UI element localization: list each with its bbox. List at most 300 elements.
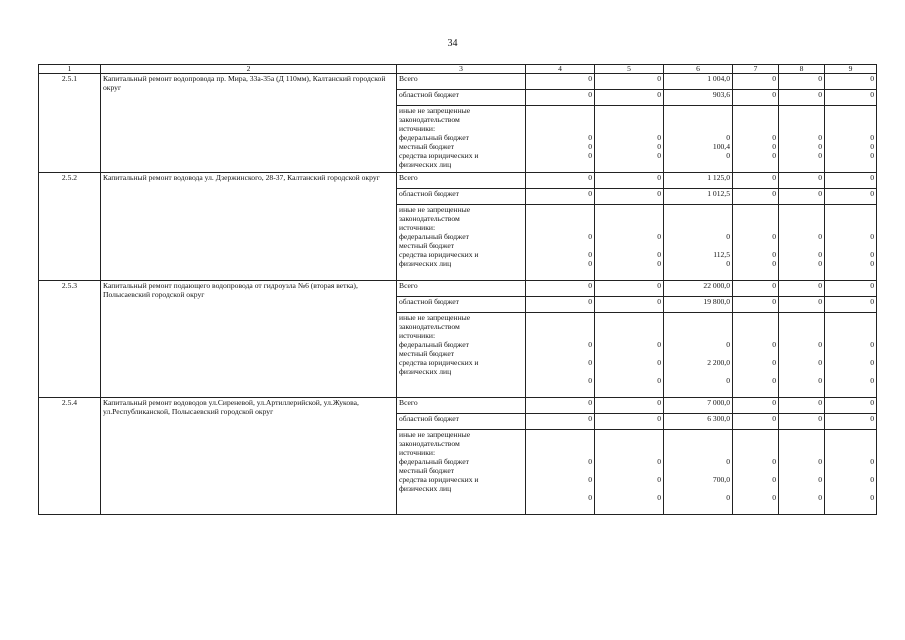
value-line [666,448,730,457]
value-line [528,466,592,475]
value-line [827,466,874,475]
value-line: 0 [818,259,822,268]
value-cell: 0 [595,189,664,205]
value-cell: 0 [526,173,595,189]
value-line: 0 [870,151,874,160]
value-cell: 0 [526,90,595,106]
value-line [666,349,730,358]
source-label: Всего [397,173,526,189]
value-line [666,367,730,376]
value-line [597,385,661,394]
value-cell: 0 [526,398,595,414]
value-line [597,205,661,214]
value-line [827,214,874,223]
source-label: областной бюджет [397,414,526,430]
value-line: 0 [588,259,592,268]
value-line [666,268,730,277]
value-line: 0 [818,340,822,349]
item-code: 2.5.3 [39,281,101,398]
value-line [735,331,776,340]
source-line: законодательством [399,439,460,448]
value-cell-block [733,106,779,173]
value-cell-block [526,430,595,515]
value-line: 0 [726,457,730,466]
value-line [827,430,874,439]
value-line: 0 [726,376,730,385]
value-line [597,349,661,358]
value-line [666,331,730,340]
value-line: 0 [818,493,822,502]
source-line: федеральный бюджет [399,340,469,349]
value-line [827,448,874,457]
value-cell: 0 [595,297,664,313]
column-header: 6 [664,65,733,74]
value-line: 112,5 [713,250,730,259]
value-line [781,484,822,493]
value-line [597,115,661,124]
value-line [735,313,776,322]
value-line [735,106,776,115]
value-cell-block [779,106,825,173]
value-cell-block [595,106,664,173]
source-line: местный бюджет [399,349,455,358]
source-label-block [397,205,526,281]
value-cell: 7 000,0 [664,398,733,414]
value-line [781,313,822,322]
source-label-block [397,430,526,515]
value-line [735,385,776,394]
value-cell-block [733,313,779,398]
value-cell: 0 [825,281,877,297]
value-line [528,241,592,250]
value-line [528,106,592,115]
value-line [735,322,776,331]
column-header: 1 [39,65,101,74]
value-line [735,466,776,475]
source-line: источники: [399,124,436,133]
item-name: Капитальный ремонт водоводов ул.Сиреневой, ул.Артиллерийской, ул.Жукова, ул.Республиканской, Полысаевский городской округ [101,398,397,515]
value-line: 0 [657,151,661,160]
item-code: 2.5.2 [39,173,101,281]
value-cell-block [526,313,595,398]
source-label: Всего [397,398,526,414]
column-header-row [39,65,877,74]
value-line: 0 [772,376,776,385]
value-line: 0 [772,340,776,349]
value-line: 0 [588,232,592,241]
value-line: 0 [772,358,776,367]
value-cell: 6 300,0 [664,414,733,430]
value-cell: 0 [825,297,877,313]
value-line: 0 [818,457,822,466]
value-cell: 0 [733,173,779,189]
value-cell: 0 [779,90,825,106]
value-line [528,313,592,322]
value-line [735,124,776,133]
column-header: 2 [101,65,397,74]
value-line [528,160,592,169]
value-cell: 0 [595,90,664,106]
column-header: 4 [526,65,595,74]
value-cell: 0 [825,173,877,189]
value-line [597,223,661,232]
value-line: 0 [657,475,661,484]
value-line [666,241,730,250]
value-line: 0 [726,232,730,241]
value-line [827,502,874,511]
source-label-block [397,313,526,398]
value-cell-block [595,430,664,515]
value-line: 0 [818,475,822,484]
value-cell: 0 [779,74,825,90]
value-line [666,115,730,124]
value-line: 0 [772,142,776,151]
value-line [781,448,822,457]
value-line [781,214,822,223]
value-cell: 0 [825,90,877,106]
value-cell: 0 [779,173,825,189]
value-cell-block [664,430,733,515]
value-line: 0 [657,250,661,259]
value-line [827,367,874,376]
value-line [666,322,730,331]
value-line [666,214,730,223]
value-cell: 1 004,0 [664,74,733,90]
value-cell-block [779,430,825,515]
value-cell: 0 [526,414,595,430]
value-cell-block [825,106,877,173]
value-line [827,322,874,331]
source-line: местный бюджет [399,241,455,250]
value-cell-block [664,313,733,398]
value-line: 0 [772,457,776,466]
value-line: 0 [870,493,874,502]
source-label: Всего [397,74,526,90]
table-row-total [39,398,877,414]
value-line [827,124,874,133]
value-line: 0 [657,376,661,385]
value-line: 0 [870,358,874,367]
value-line [827,313,874,322]
value-cell: 1 012,5 [664,189,733,205]
value-cell: 0 [595,414,664,430]
value-cell: 0 [779,398,825,414]
value-line [735,205,776,214]
value-line: 0 [818,232,822,241]
value-line [827,223,874,232]
value-line [735,430,776,439]
value-line [597,502,661,511]
value-line [597,430,661,439]
value-line: 0 [588,151,592,160]
value-line: 0 [657,259,661,268]
value-line [781,268,822,277]
value-line: 0 [870,133,874,142]
value-cell-block [733,205,779,281]
source-label: областной бюджет [397,189,526,205]
value-line [666,385,730,394]
value-line [827,331,874,340]
value-line: 0 [818,250,822,259]
value-line [528,385,592,394]
value-line [827,160,874,169]
value-line [528,502,592,511]
value-cell-block [733,430,779,515]
value-line: 0 [726,133,730,142]
value-line [735,223,776,232]
value-line: 0 [870,475,874,484]
source-line: федеральный бюджет [399,133,469,142]
value-cell-block [595,313,664,398]
value-line [781,430,822,439]
value-line: 0 [870,457,874,466]
source-label: Всего [397,281,526,297]
value-line [666,502,730,511]
value-line [781,124,822,133]
item-code: 2.5.1 [39,74,101,173]
value-line [827,349,874,358]
value-line: 0 [772,232,776,241]
value-line: 0 [726,151,730,160]
value-line [597,160,661,169]
value-line: 700,0 [712,475,730,484]
value-cell: 0 [733,297,779,313]
value-line [597,448,661,457]
page-number: 34 [447,38,458,49]
value-cell: 0 [825,74,877,90]
source-line: иные не запрещенные [399,205,471,214]
value-line [781,385,822,394]
value-line: 0 [870,250,874,259]
value-line [735,448,776,457]
source-line: физических лиц [399,259,452,268]
source-label: областной бюджет [397,297,526,313]
value-line [666,205,730,214]
value-line [528,439,592,448]
value-line [666,223,730,232]
value-line [528,484,592,493]
value-line: 0 [818,142,822,151]
source-line: местный бюджет [399,466,455,475]
value-cell: 0 [526,297,595,313]
value-line [597,322,661,331]
value-cell: 0 [595,281,664,297]
value-line: 0 [870,232,874,241]
value-line [827,106,874,115]
value-line [597,106,661,115]
value-cell: 0 [825,398,877,414]
value-line [528,214,592,223]
column-header: 3 [397,65,526,74]
source-line: средства юридических и [399,151,479,160]
value-line [735,115,776,124]
value-cell: 22 000,0 [664,281,733,297]
value-line [735,484,776,493]
value-line [528,205,592,214]
value-line [528,322,592,331]
value-line: 0 [726,259,730,268]
value-line [528,367,592,376]
source-line: средства юридических и [399,358,479,367]
value-line: 0 [657,142,661,151]
value-line [781,160,822,169]
source-line: источники: [399,331,436,340]
column-header: 8 [779,65,825,74]
column-header: 7 [733,65,779,74]
value-line [781,502,822,511]
value-line: 0 [818,151,822,160]
value-cell-block [825,205,877,281]
value-cell: 0 [733,414,779,430]
value-line [597,214,661,223]
source-line: иные не запрещенные [399,106,471,115]
value-line: 0 [870,259,874,268]
value-cell: 0 [733,74,779,90]
value-line: 0 [657,457,661,466]
value-cell: 0 [526,189,595,205]
value-cell-block [526,205,595,281]
value-line [528,223,592,232]
value-line [781,322,822,331]
value-line [666,106,730,115]
value-line [781,466,822,475]
value-line [781,241,822,250]
value-line [735,268,776,277]
source-line: законодательством [399,214,460,223]
value-line: 2 200,0 [707,358,730,367]
source-label: областной бюджет [397,90,526,106]
value-cell: 0 [733,189,779,205]
value-cell: 0 [733,281,779,297]
value-line [597,124,661,133]
value-line: 0 [588,457,592,466]
source-line: местный бюджет [399,142,455,151]
value-line: 0 [588,358,592,367]
value-line [597,466,661,475]
value-cell: 903,6 [664,90,733,106]
value-cell-block [779,313,825,398]
value-line: 0 [726,340,730,349]
table-row-total [39,281,877,297]
value-cell-block [825,430,877,515]
budget-table [38,64,877,515]
value-line: 0 [818,133,822,142]
item-name: Капитальный ремонт водопровода пр. Мира, 33а-35а (Д 110мм), Калтанский городской округ [101,74,397,173]
value-line: 0 [870,376,874,385]
value-cell: 0 [779,189,825,205]
value-line [735,502,776,511]
source-label-block [397,106,526,173]
value-cell: 0 [779,414,825,430]
value-cell: 0 [595,398,664,414]
value-cell: 0 [825,189,877,205]
value-line [781,223,822,232]
value-line: 0 [588,250,592,259]
value-line: 0 [588,493,592,502]
value-line [666,484,730,493]
value-line: 0 [657,358,661,367]
value-line: 0 [588,133,592,142]
column-header: 9 [825,65,877,74]
source-line: физических лиц [399,484,452,493]
value-line: 0 [772,475,776,484]
source-line: законодательством [399,322,460,331]
value-cell-block [595,205,664,281]
value-line: 0 [588,376,592,385]
value-line: 0 [588,475,592,484]
value-line [597,268,661,277]
value-line: 100,4 [712,142,730,151]
value-line [827,115,874,124]
table-row-total [39,173,877,189]
item-name: Капитальный ремонт водовода ул. Дзержинского, 28-37, Калтанский городской округ [101,173,397,281]
value-cell: 0 [526,74,595,90]
value-line: 0 [657,232,661,241]
value-line: 0 [772,151,776,160]
value-line [528,430,592,439]
value-line [597,331,661,340]
value-line [666,160,730,169]
source-line: федеральный бюджет [399,457,469,466]
value-line [827,241,874,250]
value-line [827,385,874,394]
value-line [827,439,874,448]
value-line: 0 [772,493,776,502]
value-line [528,115,592,124]
value-cell-block [779,205,825,281]
value-line [528,448,592,457]
source-line: средства юридических и [399,250,479,259]
item-code: 2.5.4 [39,398,101,515]
value-cell-block [825,313,877,398]
value-line [666,430,730,439]
value-line [528,349,592,358]
source-line: физических лиц [399,160,452,169]
value-cell: 0 [779,297,825,313]
value-line [781,115,822,124]
value-line [735,439,776,448]
value-line [735,241,776,250]
column-header: 5 [595,65,664,74]
value-line [666,439,730,448]
value-line: 0 [870,340,874,349]
value-line: 0 [657,493,661,502]
value-line [781,331,822,340]
value-line [597,439,661,448]
value-line [528,268,592,277]
value-line [781,106,822,115]
value-line [528,331,592,340]
value-line [735,160,776,169]
value-cell: 0 [825,414,877,430]
value-line: 0 [657,133,661,142]
source-line: физических лиц [399,367,452,376]
source-line: законодательством [399,115,460,124]
value-line: 0 [818,358,822,367]
source-line: иные не запрещенные [399,430,471,439]
value-line: 0 [588,340,592,349]
value-line [597,367,661,376]
value-cell: 19 800,0 [664,297,733,313]
value-line: 0 [772,133,776,142]
value-line [781,439,822,448]
value-line [735,367,776,376]
item-name: Капитальный ремонт подающего водопровода от гидроузла №6 (вторая ветка), Полысаевский городской округ [101,281,397,398]
value-line [666,313,730,322]
value-line: 0 [657,340,661,349]
value-cell: 0 [779,281,825,297]
source-line: источники: [399,223,436,232]
